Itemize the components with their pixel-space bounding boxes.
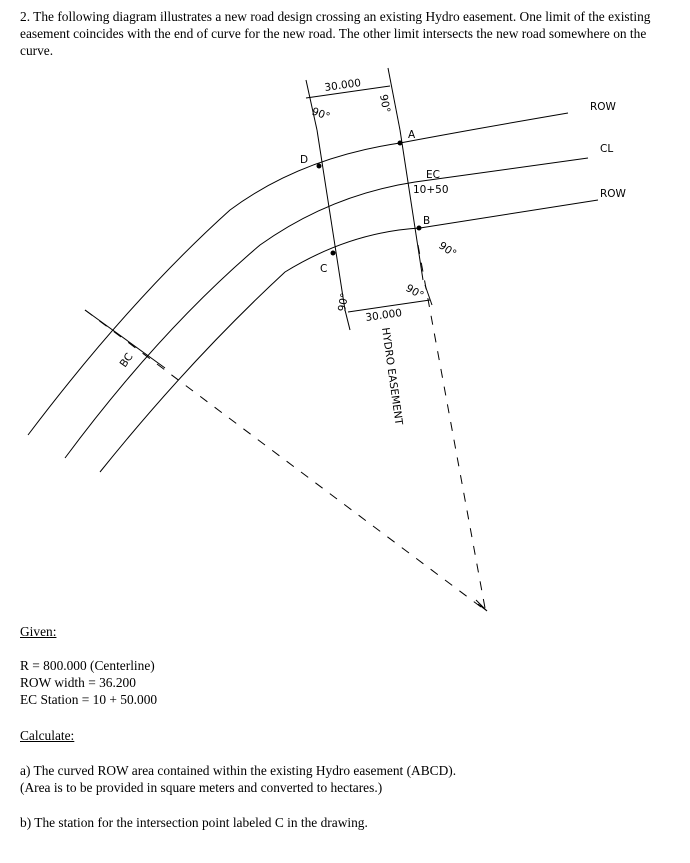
angle-bottom-right: 90° [403,282,426,302]
width-bottom-label: 30.000 [364,306,403,324]
point-a-label: A [408,129,416,141]
angle-top-left: 90° [309,105,332,124]
point-a-marker [398,141,403,146]
row-top-label: ROW [590,101,616,113]
point-c-label: C [320,263,328,275]
easement-right-limit [400,130,423,280]
ec-label: EC [426,169,440,181]
cl-label: CL [600,143,614,155]
angle-b: 90° [436,239,459,261]
given-ec-station: EC Station = 10 + 50.000 [20,692,158,707]
point-c-marker [331,251,336,256]
point-b-label: B [423,215,431,227]
ec-station-label: 10+50 [413,184,449,196]
point-d-marker [317,164,322,169]
point-b-marker [417,226,422,231]
calc-part-a-note: (Area is to be provided in square meters and converted to hectares.) [20,780,383,795]
centerline [65,158,588,458]
easement-left-limit [317,130,345,310]
angle-bottom-left: 90° [336,292,352,313]
given-radius: R = 800.000 (Centerline) [20,658,155,673]
row-bottom-label: ROW [600,188,626,200]
calculate-heading: Calculate: [20,728,75,743]
calc-part-a: a) The curved ROW area contained within the existing Hydro easement (ABCD). [20,763,457,778]
width-top-label: 30.000 [323,76,362,94]
row-bottom-line [100,200,598,472]
given-heading: Given: [20,624,57,639]
easement-label: HYDRO EASEMENT [379,326,405,426]
problem-statement: 2. The following diagram illustrates a new road design crossing an existing Hydro easement. One limit of the existing easement coincides with the end of curve for the new road. The other limit intersects the new road somewhere on the curve. [20,9,651,58]
radius-line-ec [418,245,485,608]
calc-part-b: b) The station for the intersection point labeled C in the drawing. [20,815,368,830]
angle-top-right: 90° [377,93,393,114]
given-row-width: ROW width = 36.200 [20,675,136,690]
point-d-label: D [300,154,309,166]
row-top-line [28,113,568,435]
radius-line-bc [85,310,485,610]
bc-label: BC [117,351,136,370]
